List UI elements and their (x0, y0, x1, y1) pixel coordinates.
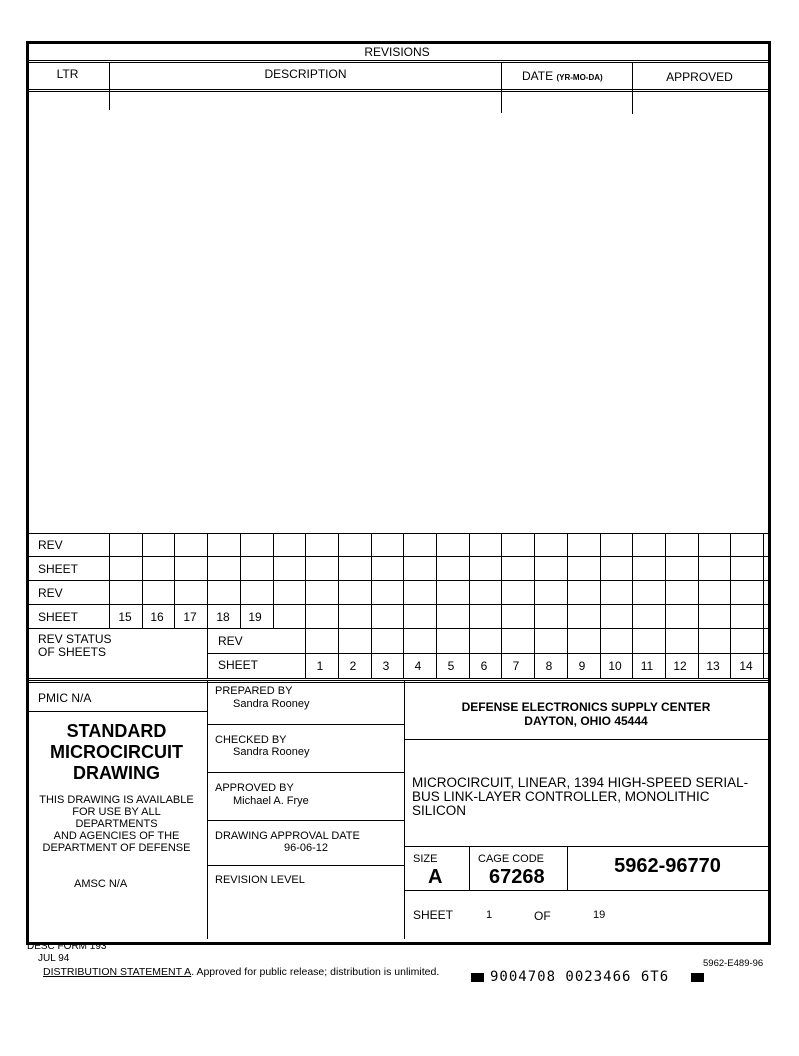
divider (469, 846, 470, 890)
grid-line (338, 533, 339, 628)
divider (404, 890, 768, 891)
availability-line3: DEPARTMENTS (75, 818, 158, 830)
grid-line (469, 533, 470, 628)
grid-line (26, 580, 768, 581)
amsc-label: AMSC N/A (74, 878, 128, 890)
divider (404, 846, 768, 847)
sheet-number-cell: 3 (382, 659, 390, 673)
sheet-number-cell: 19 (248, 610, 262, 624)
prepared-by-label: PREPARED BY (215, 685, 293, 697)
approval-date-value: 96-06-12 (284, 842, 329, 854)
grid-line (600, 533, 601, 628)
grid-line (730, 533, 731, 628)
grid-line (698, 533, 699, 628)
grid-line (665, 533, 666, 628)
drawing-title-line3: SILICON (412, 803, 467, 818)
grid-line (26, 678, 768, 679)
divider (207, 820, 404, 821)
availability-line4: AND AGENCIES OF THE (53, 830, 180, 842)
approved-by-label: APPROVED BY (215, 782, 294, 794)
sheet-label-row2: SHEET (38, 562, 79, 576)
drawing-title-line1: MICROCIRCUIT, LINEAR, 1394 HIGH-SPEED SERIAL- (412, 775, 749, 790)
drawing-title-line2: BUS LINK-LAYER CONTROLLER, MONOLITHIC (412, 789, 710, 804)
divider (207, 681, 208, 939)
divider (26, 91, 768, 92)
grid-line (501, 533, 502, 628)
grid-line (26, 604, 768, 605)
grid-line (26, 556, 768, 557)
drawing-number: 5962-96770 (614, 855, 721, 877)
distribution-statement: DISTRIBUTION STATEMENT A. Approved for public release; distribution is unlimited. (43, 966, 440, 978)
divider (26, 711, 207, 712)
sheet-number-cell: 2 (349, 659, 357, 673)
grid-line (632, 533, 633, 628)
grid-line (763, 533, 764, 628)
of-label: OF (534, 909, 551, 923)
size-value: A (428, 866, 443, 888)
form-date: JUL 94 (38, 953, 70, 964)
agency-location: DAYTON, OHIO 45444 (524, 714, 648, 728)
grid-line (207, 653, 768, 654)
grid-line (207, 628, 208, 678)
sheet-number-cell: 17 (183, 610, 197, 624)
grid-line (305, 533, 306, 628)
grid-line (534, 533, 535, 628)
cage-code-value: 67268 (489, 866, 545, 888)
grid-line (567, 533, 568, 628)
divider (26, 89, 768, 90)
sheet-number-cell: 10 (608, 659, 622, 673)
grid-line (273, 533, 274, 628)
form-number: DESC FORM 193 (27, 941, 107, 952)
size-label: SIZE (413, 853, 438, 865)
sheet-value: 1 (486, 909, 493, 921)
sheet-number-cell: 5 (447, 659, 455, 673)
pmic-label: PMIC N/A (38, 691, 92, 705)
grid-line (763, 628, 764, 678)
sheet-number-cell: 6 (480, 659, 488, 673)
col-ltr-header: LTR (56, 67, 79, 81)
sheet-number-cell: 16 (150, 610, 164, 624)
col-description-header: DESCRIPTION (264, 67, 347, 81)
approved-by-name: Michael A. Frye (233, 795, 309, 807)
availability-line1: THIS DRAWING IS AVAILABLE (39, 794, 194, 806)
checked-by-name: Sandra Rooney (233, 746, 310, 758)
prepared-by-name: Sandra Rooney (233, 698, 310, 710)
sheet-label-row6: SHEET (218, 658, 259, 672)
barcode-mark-right (691, 973, 704, 982)
standard-title-line2: MICROCIRCUIT (50, 742, 183, 762)
divider (26, 62, 768, 63)
divider (26, 682, 768, 683)
sheet-number-cell: 4 (414, 659, 422, 673)
rev-label-row1: REV (38, 538, 63, 552)
barcode-text: 9004708 0023466 6T6 (490, 969, 670, 985)
standard-title-line1: STANDARD (66, 721, 167, 741)
col-approved-header: APPROVED (666, 70, 733, 84)
sheet-number-cell: 18 (216, 610, 230, 624)
divider (26, 680, 768, 681)
sheet-label-row4: SHEET (38, 610, 79, 624)
rev-status-label: REV STATUS OF SHEETS (38, 632, 112, 659)
sheet-number-cell: 9 (578, 659, 586, 673)
grid-line (26, 533, 768, 534)
barcode-mark-left (471, 973, 484, 982)
cage-code-label: CAGE CODE (478, 853, 545, 865)
grid-line (371, 533, 372, 628)
availability-line5: DEPARTMENT OF DEFENSE (42, 842, 191, 854)
grid-line (403, 533, 404, 628)
grid-line (436, 533, 437, 628)
sheet-number-cell: 12 (673, 659, 687, 673)
rev-label-row5: REV (218, 634, 243, 648)
col-date-header: DATE (YR-MO-DA) (522, 69, 603, 83)
standard-title-line3: DRAWING (73, 763, 160, 783)
checked-by-label: CHECKED BY (215, 734, 287, 746)
divider (632, 62, 633, 114)
sheet-number-cell: 15 (118, 610, 132, 624)
divider (404, 739, 768, 740)
divider (207, 772, 404, 773)
grid-line (26, 628, 768, 629)
sheet-total: 19 (593, 909, 606, 921)
rev-label-row3: REV (38, 586, 63, 600)
availability-line2: FOR USE BY ALL (72, 806, 161, 818)
approval-date-label: DRAWING APPROVAL DATE (215, 830, 360, 842)
divider (26, 60, 768, 61)
sheet-number-cell: 1 (316, 659, 324, 673)
sheet-label: SHEET (413, 908, 454, 922)
document-code: 5962-E489-96 (703, 958, 764, 969)
sheet-number-cell: 7 (512, 659, 520, 673)
divider (207, 724, 404, 725)
sheet-number-cell: 11 (640, 659, 654, 673)
sheet-number-cell: 8 (545, 659, 553, 673)
revisions-title: REVISIONS (364, 45, 430, 59)
divider (501, 62, 502, 113)
sheet-number-cell: 14 (739, 659, 753, 673)
revision-level-label: REVISION LEVEL (215, 874, 305, 886)
sheet-number-cell: 13 (706, 659, 720, 673)
divider (207, 865, 404, 866)
agency-name: DEFENSE ELECTRONICS SUPPLY CENTER (461, 700, 711, 714)
